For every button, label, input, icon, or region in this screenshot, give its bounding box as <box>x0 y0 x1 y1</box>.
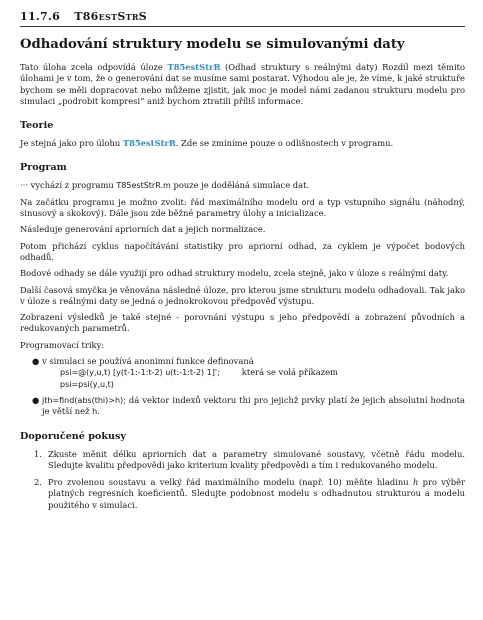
program-paragraph-3: Následuje generování apriorních dat a jejich normalizace. <box>20 224 266 235</box>
section-number: 11.7.6 <box>20 10 61 23</box>
program-paragraph-8: Programovací triky: <box>20 339 105 350</box>
heading-program: Program <box>20 162 67 174</box>
intro-paragraph: Tato úloha zcela odpovídá úloze T85estStrR (Odhad struktury s reálnými daty) Rozdíl mezi těmito úlohami je v tom, že o generování dat se musíme sami postarat. Výhodou ale je, že víme, k jaké struktuře bychom se měli dopracovat nebo můžeme zjistit, jak moc je model námi zadanou strukturu modelu pro simulaci „podrobit kompresi“ aniž bychom ztratili příliš informace. <box>20 62 465 106</box>
code-line: psi=psi(y,u,t) <box>60 379 114 389</box>
list-item: ● v simulaci se používá anonimní funkce definovaná psi=@(y,u,t) [y(t-1:-1:t-2) u(t:-1:t-2) 1]'; která se volá příkazem psi=psi(y,u,t) <box>32 356 465 390</box>
tasks-list <box>20 449 465 511</box>
program-paragraph-1: ··· vychází z programu T85estStrR.m pouze je doděláná simulace dat. <box>20 180 310 191</box>
tricks-list <box>20 356 465 417</box>
list-item: 2. Pro zvolenou soustavu a velký řád maximálního modelu (např. 10) měňte hladinu h pro výběr platných regresních koeficientů. Sledujte podobnost modelu s odhadnutou strukturou a modelu použitého v simulaci. <box>34 477 465 510</box>
file-name: T85estStrR.m <box>116 181 171 191</box>
list-item: ● jth=find(abs(thi)>h); dá vektor indexů vektoru thi pro jejichž prvky platí že jejich absolutní hodnota je větší než h. <box>32 394 465 417</box>
bullet-icon: ● <box>32 394 40 405</box>
page-title: Odhadování struktury modelu se simulovanými daty <box>20 37 405 52</box>
program-paragraph-4: Potom přichází cyklus napočítávání statistiky pro apriorní odhad, za cyklem je výpočet bodových odhadů. <box>20 240 465 262</box>
bullet-icon: ● <box>32 356 40 367</box>
code-inline: jth=find(abs(thi)>h); <box>42 395 126 405</box>
teorie-paragraph: Je stejná jako pro úlohu T85estStrR. Zde se zmíníme pouze o odlišnostech v programu. <box>20 138 394 149</box>
ord-variable: ord <box>301 197 315 207</box>
section-header <box>20 10 465 23</box>
list-item: 1. Zkuste měnit délku apriorních dat a parametry simulované soustavy, včetně řádu modelu. Sledujte kvalitu předpovědi jako kriterium kvality předpovědi a tím i redukovaného modelu. <box>34 448 465 470</box>
program-paragraph-2: Na začátku programu je možno zvolit: řád maximálního modelu ord a typ vstupního signálu (náhodný, sinusový a skokový). Dále jsou zde běžné parametry úlohy a inicializace. <box>20 196 465 219</box>
link-t85eststrr[interactable]: T85estStrR <box>167 62 221 72</box>
program-paragraph-6: Další časová smyčka je věnována následné úloze, pro kterou jsme strukturu modelu odhadovali. Tak jako v úloze s reálnými daty se jedná o jednokrokovou předpověď výstupu. <box>20 284 465 306</box>
heading-pokusy: Doporučené pokusy <box>20 430 126 442</box>
heading-teorie: Teorie <box>20 120 54 132</box>
link-t85eststrr-teorie[interactable]: T85estStrR <box>122 138 176 149</box>
program-paragraph-5: Bodové odhady se dále využijí pro odhad struktury modelu, zcela stejně, jako v úloze s reálnými daty. <box>20 268 449 279</box>
code-line: psi=@(y,u,t) [y(t-1:-1:t-2) u(t:-1:t-2) 1]'; která se volá příkazem <box>60 367 338 378</box>
header-rule <box>20 26 465 27</box>
program-paragraph-7: Zobrazení výsledků je také stejné - porovnání výstupu s jeho předpovědí a zobrazení původních a redukovaných parametrů. <box>20 312 465 334</box>
task-code: T86estStrS <box>74 10 148 23</box>
